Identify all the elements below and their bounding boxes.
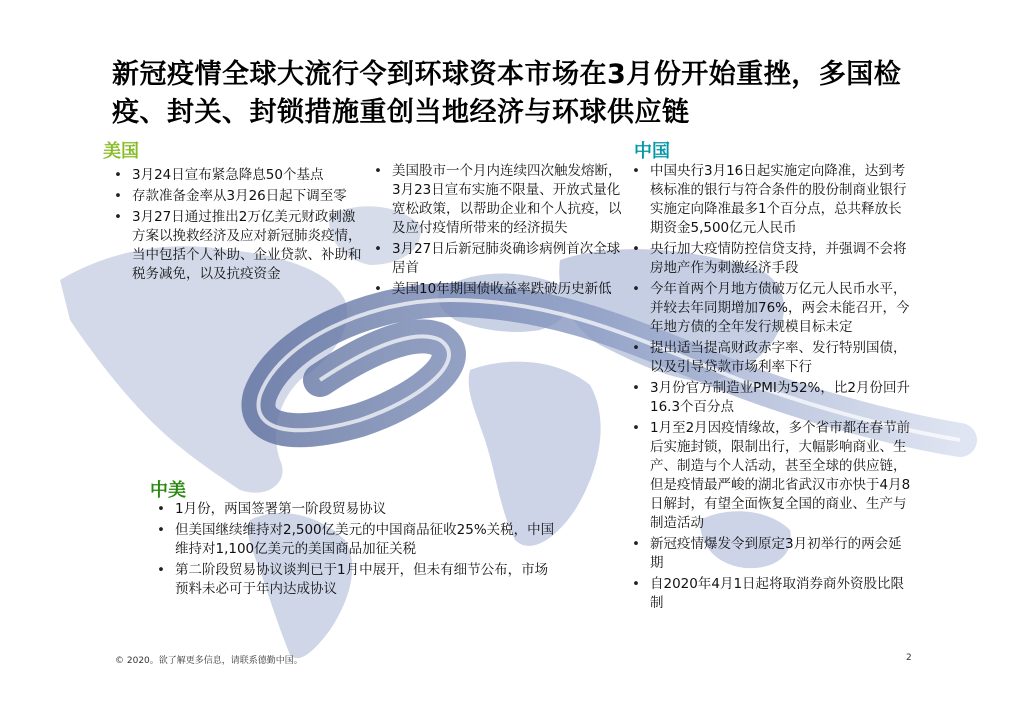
sino-us-bullet-item: • 但美国继续维持对2,500亿美元的中国商品征收25%关税，中国维持对1,100亿美元的美国商品加征关税 — [155, 521, 560, 559]
china-bullet-item: • 新冠疫情爆发令到原定3月初举行的两会延期 — [630, 535, 915, 573]
copyright-footer: © 2020。欲了解更多信息，请联系德勤中国。 — [115, 656, 303, 666]
us-bullet-item: • 3月24日宣布紧急降息50个基点 — [112, 166, 367, 185]
us-left-bullet-list — [112, 166, 367, 286]
china-bullet-item: • 1月至2月因疫情缘故，多个省市都在春节前后实施封锁，限制出行，大幅影响商业、生产、制造与个人活动，甚至全球的供应链，但是疫情最严峻的湖北省武汉市亦快于4月8日解封，有望全面恢复全国的商业、生产与制造活动 — [630, 419, 915, 533]
china-bullet-item: • 3月份官方制造业PMI为52%，比2月份回升16.3个百分点 — [630, 379, 915, 417]
us-bullet-item: • 美国10年期国债收益率跌破历史新低 — [372, 280, 622, 299]
china-bullet-item: • 提出适当提高财政赤字率、发行特别国债，以及引导贷款市场利率下行 — [630, 339, 915, 377]
china-bullet-item: • 今年首两个月地方债破万亿元人民币水平，并较去年同期增加76%，两会未能召开，今年地方债的全年发行规模目标未定 — [630, 280, 915, 337]
us-bullet-item: • 3月27日通过推出2万亿美元财政刺激方案以挽救经济及应对新冠肺炎疫情，当中包括个人补助、企业贷款、补助和税务减免，以及抗疫资金 — [112, 208, 367, 284]
sino-us-bullet-list — [155, 500, 560, 601]
sino-us-bullet-item: • 第二阶段贸易协议谈判已于1月中展开，但未有细节公布，市场预料未必可于年内达成协议 — [155, 561, 560, 599]
us-right-bullet-list — [372, 162, 622, 301]
sino-us-section-heading: 中美 — [150, 480, 186, 501]
china-bullet-item: • 自2020年4月1日起将取消券商外资股比限制 — [630, 575, 915, 613]
china-bullet-list — [630, 162, 915, 615]
us-section-heading: 美国 — [103, 141, 139, 162]
china-bullet-item: • 中国央行3月16日起实施定向降准，达到考核标准的银行与符合条件的股份制商业银行实施定向降准最多1个百分点，总共释放长期资金5,500亿元人民币 — [630, 162, 915, 238]
us-bullet-item: • 美国股市一个月内连续四次触发熔断，3月23日宣布实施不限量、开放式量化宽松政策，以帮助企业和个人抗疫，以及应付疫情所带来的经济损失 — [372, 162, 622, 238]
us-bullet-item: • 3月27日后新冠肺炎确诊病例首次全球居首 — [372, 240, 622, 278]
page-title: 新冠疫情全球大流行令到环球资本市场在3月份开始重挫，多国检疫、封关、封锁措施重创当地经济与环球供应链 — [112, 59, 902, 128]
us-bullet-item: • 存款准备金率从3月26日起下调至零 — [112, 187, 367, 206]
china-section-heading: 中国 — [634, 141, 670, 162]
sino-us-bullet-item: • 1月份，两国签署第一阶段贸易协议 — [155, 500, 560, 519]
page-number: 2 — [906, 653, 912, 663]
china-bullet-item: • 央行加大疫情防控信贷支持，并强调不会将房地产作为刺激经济手段 — [630, 240, 915, 278]
